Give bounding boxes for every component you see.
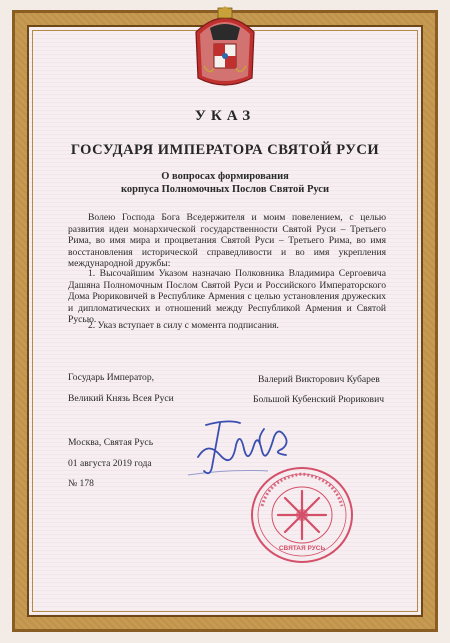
body-paragraph-3: 2. Указ вступает в силу с момента подписания. bbox=[88, 320, 279, 331]
signatory-title-2: Великий Князь Всея Руси bbox=[68, 393, 174, 404]
coat-of-arms-icon bbox=[190, 6, 260, 90]
body-paragraph-2: 1. Высочайшим Указом назначаю Полковника Владимира Сергоевича Дашяна Полномочным Послом Святой Руси и Российского Императорского Дома Рюриковичей в Республике Армения с целью установления дружеских и дипломатических и отношений между Республикой Армения и Святой Русью. bbox=[68, 268, 386, 326]
signatory-name: Валерий Викторович Кубарев bbox=[258, 374, 380, 385]
seal-text: СВЯТАЯ РУСЬ bbox=[278, 545, 326, 552]
issue-place: Москва, Святая Русь bbox=[68, 437, 154, 448]
seal-stamp-icon bbox=[250, 466, 354, 564]
signatory-house: Большой Кубенский Рюрикович bbox=[253, 394, 385, 405]
decree-number: № 178 bbox=[68, 478, 94, 489]
issue-date: 01 августа 2019 года bbox=[68, 458, 152, 469]
body-paragraph-1: Волею Господа Бога Вседержителя и моим повелением, с целью развития идеи монархической государственности Святой Руси – Третьего Рима, во имя мира и процветания Святой Руси – Третьего Рима, во имя восстановления исторической справедливости и во имя укрепления международной дружбы: bbox=[68, 212, 386, 270]
topic-line-1: О вопросах формирования bbox=[161, 171, 289, 182]
document-title: УКАЗ bbox=[194, 108, 256, 124]
topic-line-2: корпуса Полномочных Послов Святой Руси bbox=[121, 184, 329, 195]
signatory-title-1: Государь Император, bbox=[68, 372, 155, 383]
document-subtitle: ГОСУДАРЯ ИМПЕРАТОРА СВЯТОЙ РУСИ bbox=[70, 142, 380, 158]
